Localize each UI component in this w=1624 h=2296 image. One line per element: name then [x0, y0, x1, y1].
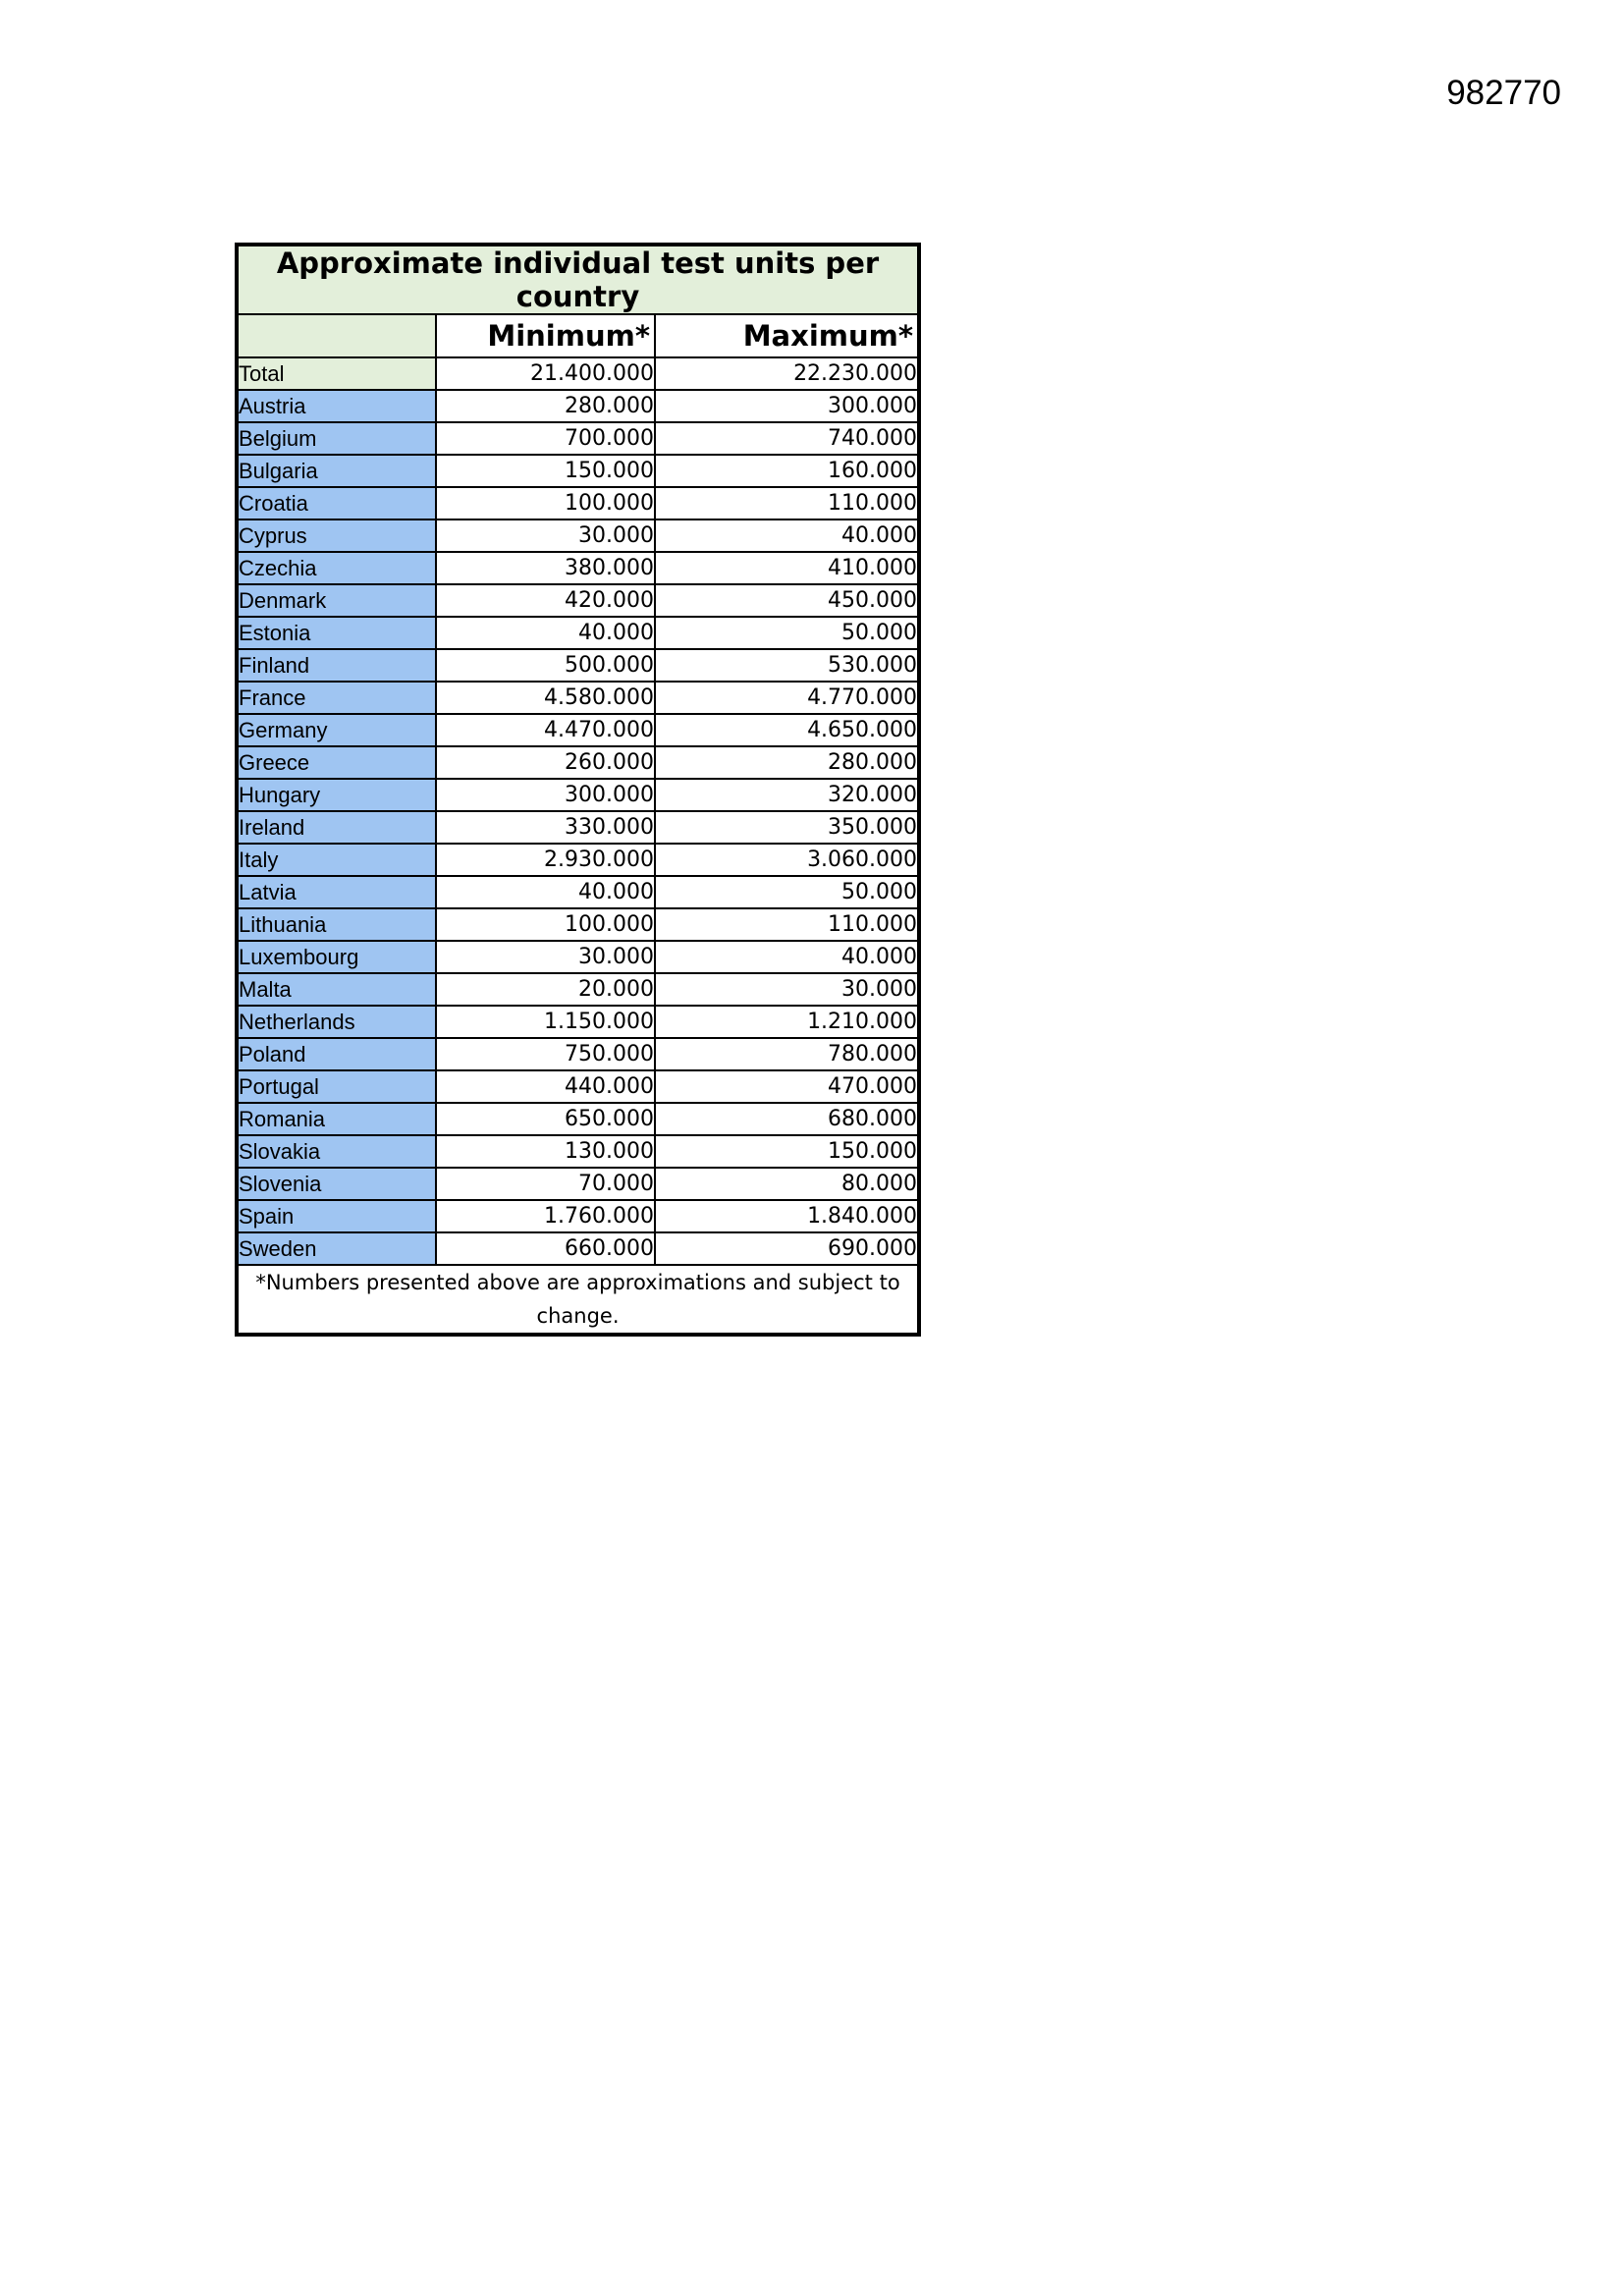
table-row	[237, 584, 919, 617]
max-value-cell: 4.650.000	[655, 714, 919, 746]
table-row	[237, 455, 919, 487]
country-cell: Sweden	[237, 1232, 436, 1265]
min-value-cell: 40.000	[436, 876, 655, 908]
table-row	[237, 422, 919, 455]
table-footnote: *Numbers presented above are approximations and subject to change.	[237, 1265, 919, 1335]
table-row	[237, 941, 919, 973]
min-value-cell: 1.150.000	[436, 1006, 655, 1038]
country-cell: Poland	[237, 1038, 436, 1070]
max-value-cell: 780.000	[655, 1038, 919, 1070]
table-row	[237, 1070, 919, 1103]
country-cell: Netherlands	[237, 1006, 436, 1038]
min-value-cell: 100.000	[436, 487, 655, 519]
min-value-cell: 70.000	[436, 1168, 655, 1200]
min-value-cell: 4.470.000	[436, 714, 655, 746]
country-cell: Denmark	[237, 584, 436, 617]
max-value-cell: 110.000	[655, 908, 919, 941]
country-cell: Slovenia	[237, 1168, 436, 1200]
header-blank-cell	[237, 314, 436, 357]
max-value-cell: 110.000	[655, 487, 919, 519]
country-cell: Lithuania	[237, 908, 436, 941]
document-number: 982770	[1446, 74, 1561, 112]
max-value-cell: 40.000	[655, 519, 919, 552]
country-cell: Finland	[237, 649, 436, 682]
min-value-cell: 260.000	[436, 746, 655, 779]
country-cell: France	[237, 682, 436, 714]
country-cell: Malta	[237, 973, 436, 1006]
max-value-cell: 320.000	[655, 779, 919, 811]
max-value-cell: 80.000	[655, 1168, 919, 1200]
table-row	[237, 973, 919, 1006]
table-row	[237, 649, 919, 682]
max-value-cell: 160.000	[655, 455, 919, 487]
max-value-cell: 150.000	[655, 1135, 919, 1168]
test-units-table	[235, 243, 921, 1337]
max-value-cell: 4.770.000	[655, 682, 919, 714]
table-row	[237, 844, 919, 876]
country-cell: Latvia	[237, 876, 436, 908]
country-cell: Slovakia	[237, 1135, 436, 1168]
country-cell: Bulgaria	[237, 455, 436, 487]
max-value-cell: 410.000	[655, 552, 919, 584]
max-value-cell: 680.000	[655, 1103, 919, 1135]
total-min: 21.400.000	[436, 357, 655, 390]
country-cell: Luxembourg	[237, 941, 436, 973]
country-cell: Cyprus	[237, 519, 436, 552]
country-cell: Austria	[237, 390, 436, 422]
country-cell: Germany	[237, 714, 436, 746]
table-title: Approximate individual test units per country	[237, 245, 919, 314]
country-cell: Portugal	[237, 1070, 436, 1103]
min-value-cell: 700.000	[436, 422, 655, 455]
max-value-cell: 300.000	[655, 390, 919, 422]
table-row	[237, 1168, 919, 1200]
max-value-cell: 350.000	[655, 811, 919, 844]
max-value-cell: 740.000	[655, 422, 919, 455]
min-value-cell: 2.930.000	[436, 844, 655, 876]
country-cell: Greece	[237, 746, 436, 779]
column-header-maximum: Maximum*	[655, 314, 919, 357]
table-row	[237, 876, 919, 908]
max-value-cell: 450.000	[655, 584, 919, 617]
max-value-cell: 40.000	[655, 941, 919, 973]
max-value-cell: 1.840.000	[655, 1200, 919, 1232]
table-row	[237, 714, 919, 746]
total-max: 22.230.000	[655, 357, 919, 390]
country-cell: Romania	[237, 1103, 436, 1135]
table-row	[237, 390, 919, 422]
max-value-cell: 30.000	[655, 973, 919, 1006]
total-row	[237, 357, 919, 390]
min-value-cell: 280.000	[436, 390, 655, 422]
min-value-cell: 330.000	[436, 811, 655, 844]
min-value-cell: 650.000	[436, 1103, 655, 1135]
table-row	[237, 1135, 919, 1168]
table-row	[237, 811, 919, 844]
country-cell: Spain	[237, 1200, 436, 1232]
min-value-cell: 100.000	[436, 908, 655, 941]
min-value-cell: 1.760.000	[436, 1200, 655, 1232]
table-row	[237, 552, 919, 584]
min-value-cell: 750.000	[436, 1038, 655, 1070]
country-cell: Italy	[237, 844, 436, 876]
min-value-cell: 300.000	[436, 779, 655, 811]
max-value-cell: 3.060.000	[655, 844, 919, 876]
country-cell: Belgium	[237, 422, 436, 455]
min-value-cell: 30.000	[436, 519, 655, 552]
table-row	[237, 617, 919, 649]
column-header-minimum: Minimum*	[436, 314, 655, 357]
table-row	[237, 746, 919, 779]
max-value-cell: 690.000	[655, 1232, 919, 1265]
min-value-cell: 440.000	[436, 1070, 655, 1103]
min-value-cell: 380.000	[436, 552, 655, 584]
table-row	[237, 1006, 919, 1038]
min-value-cell: 150.000	[436, 455, 655, 487]
table-row	[237, 908, 919, 941]
country-cell: Czechia	[237, 552, 436, 584]
table-row	[237, 682, 919, 714]
max-value-cell: 530.000	[655, 649, 919, 682]
min-value-cell: 4.580.000	[436, 682, 655, 714]
country-cell: Croatia	[237, 487, 436, 519]
min-value-cell: 20.000	[436, 973, 655, 1006]
max-value-cell: 50.000	[655, 876, 919, 908]
max-value-cell: 470.000	[655, 1070, 919, 1103]
total-label: Total	[237, 357, 436, 390]
min-value-cell: 420.000	[436, 584, 655, 617]
country-cell: Ireland	[237, 811, 436, 844]
max-value-cell: 280.000	[655, 746, 919, 779]
table-row	[237, 1200, 919, 1232]
min-value-cell: 660.000	[436, 1232, 655, 1265]
min-value-cell: 30.000	[436, 941, 655, 973]
country-cell: Hungary	[237, 779, 436, 811]
table-row	[237, 519, 919, 552]
min-value-cell: 500.000	[436, 649, 655, 682]
table-row	[237, 1038, 919, 1070]
max-value-cell: 1.210.000	[655, 1006, 919, 1038]
table-row	[237, 487, 919, 519]
table-row	[237, 1232, 919, 1265]
min-value-cell: 130.000	[436, 1135, 655, 1168]
table-row	[237, 779, 919, 811]
country-cell: Estonia	[237, 617, 436, 649]
min-value-cell: 40.000	[436, 617, 655, 649]
max-value-cell: 50.000	[655, 617, 919, 649]
table-row	[237, 1103, 919, 1135]
